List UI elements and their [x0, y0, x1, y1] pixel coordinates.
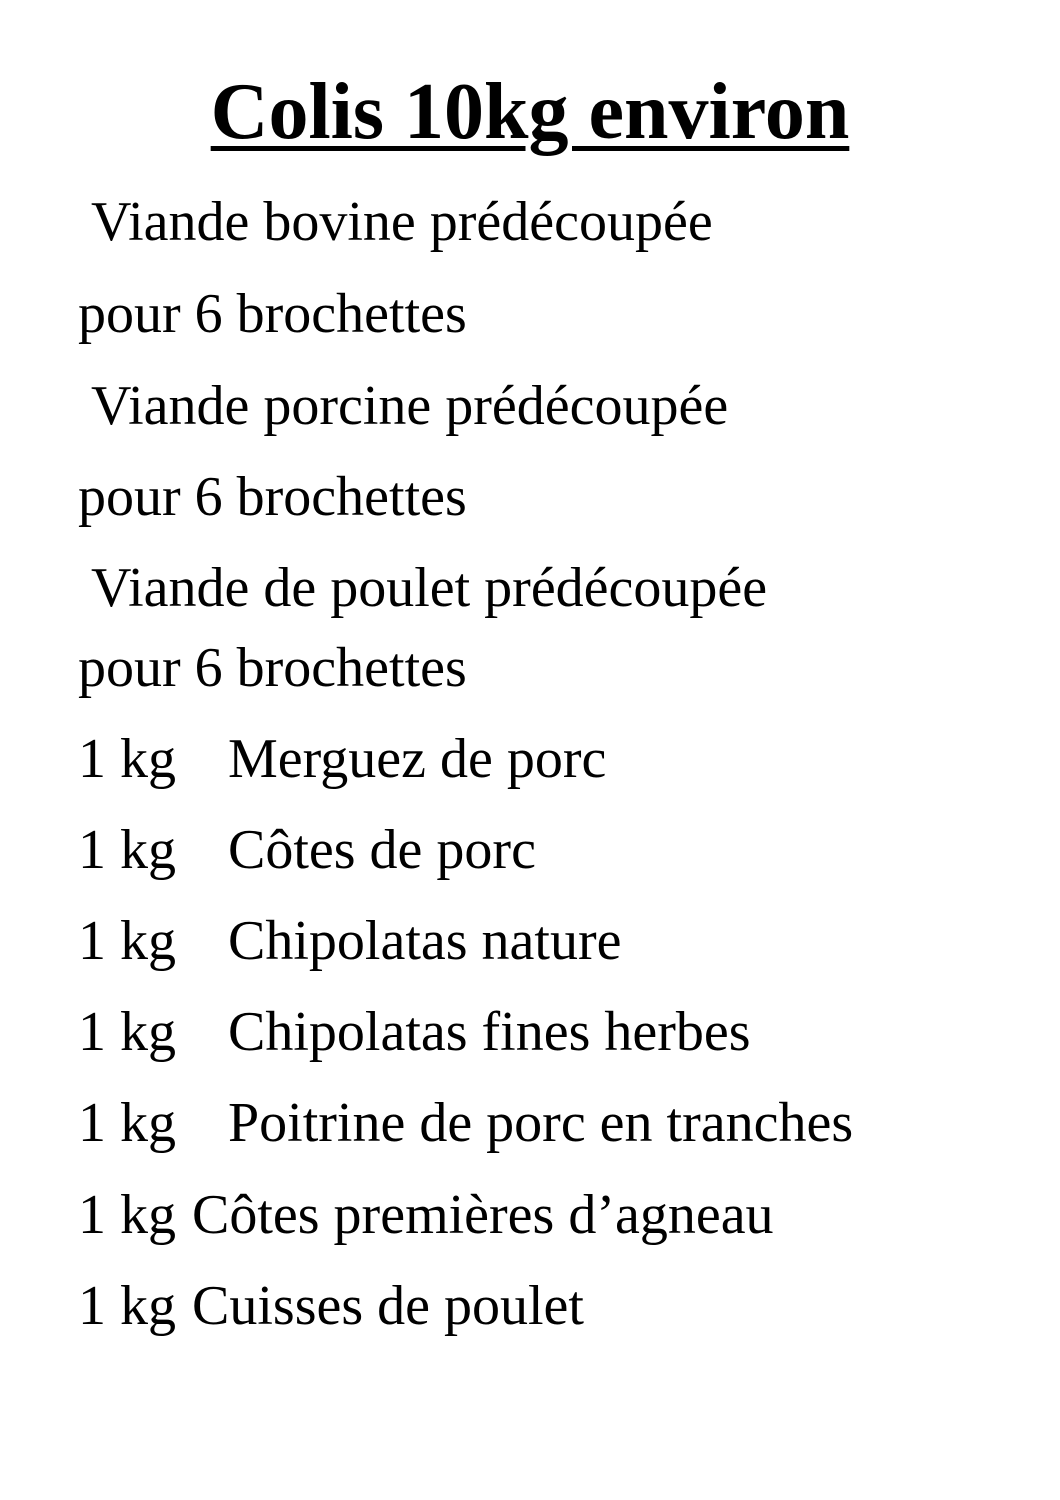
list-item	[78, 1183, 774, 1247]
item-name: Poitrine de porc en tranches	[228, 1092, 854, 1154]
item-quantity: 1 kg	[78, 1184, 176, 1246]
intro-line-chicken: Viande de poulet prédécoupée	[78, 557, 768, 619]
list-item	[78, 1091, 853, 1155]
item-quantity: 1 kg	[78, 1092, 176, 1154]
intro-line-pork: Viande porcine prédécoupée	[78, 375, 729, 437]
item-name: Côtes de porc	[228, 819, 536, 881]
list-item	[78, 1274, 584, 1338]
item-name: Côtes premières d’agneau	[192, 1184, 774, 1246]
intro-line-beef: Viande bovine prédécoupée	[78, 191, 713, 253]
list-item	[78, 1000, 751, 1064]
list-item	[78, 727, 606, 791]
item-name: Chipolatas fines herbes	[228, 1001, 751, 1063]
item-quantity: 1 kg	[78, 728, 176, 790]
item-name: Chipolatas nature	[228, 910, 622, 972]
item-quantity: 1 kg	[78, 910, 176, 972]
item-quantity: 1 kg	[78, 1001, 176, 1063]
intro-line-chicken-qty: pour 6 brochettes	[78, 637, 467, 699]
item-quantity: 1 kg	[78, 819, 176, 881]
intro-line-beef-qty: pour 6 brochettes	[78, 283, 467, 345]
item-quantity: 1 kg	[78, 1275, 176, 1337]
page-title: Colis 10kg environ	[210, 68, 850, 156]
list-item	[78, 909, 621, 973]
item-name: Merguez de porc	[228, 728, 607, 790]
item-name: Cuisses de poulet	[192, 1275, 584, 1337]
intro-line-pork-qty: pour 6 brochettes	[78, 466, 467, 528]
list-item	[78, 818, 536, 882]
